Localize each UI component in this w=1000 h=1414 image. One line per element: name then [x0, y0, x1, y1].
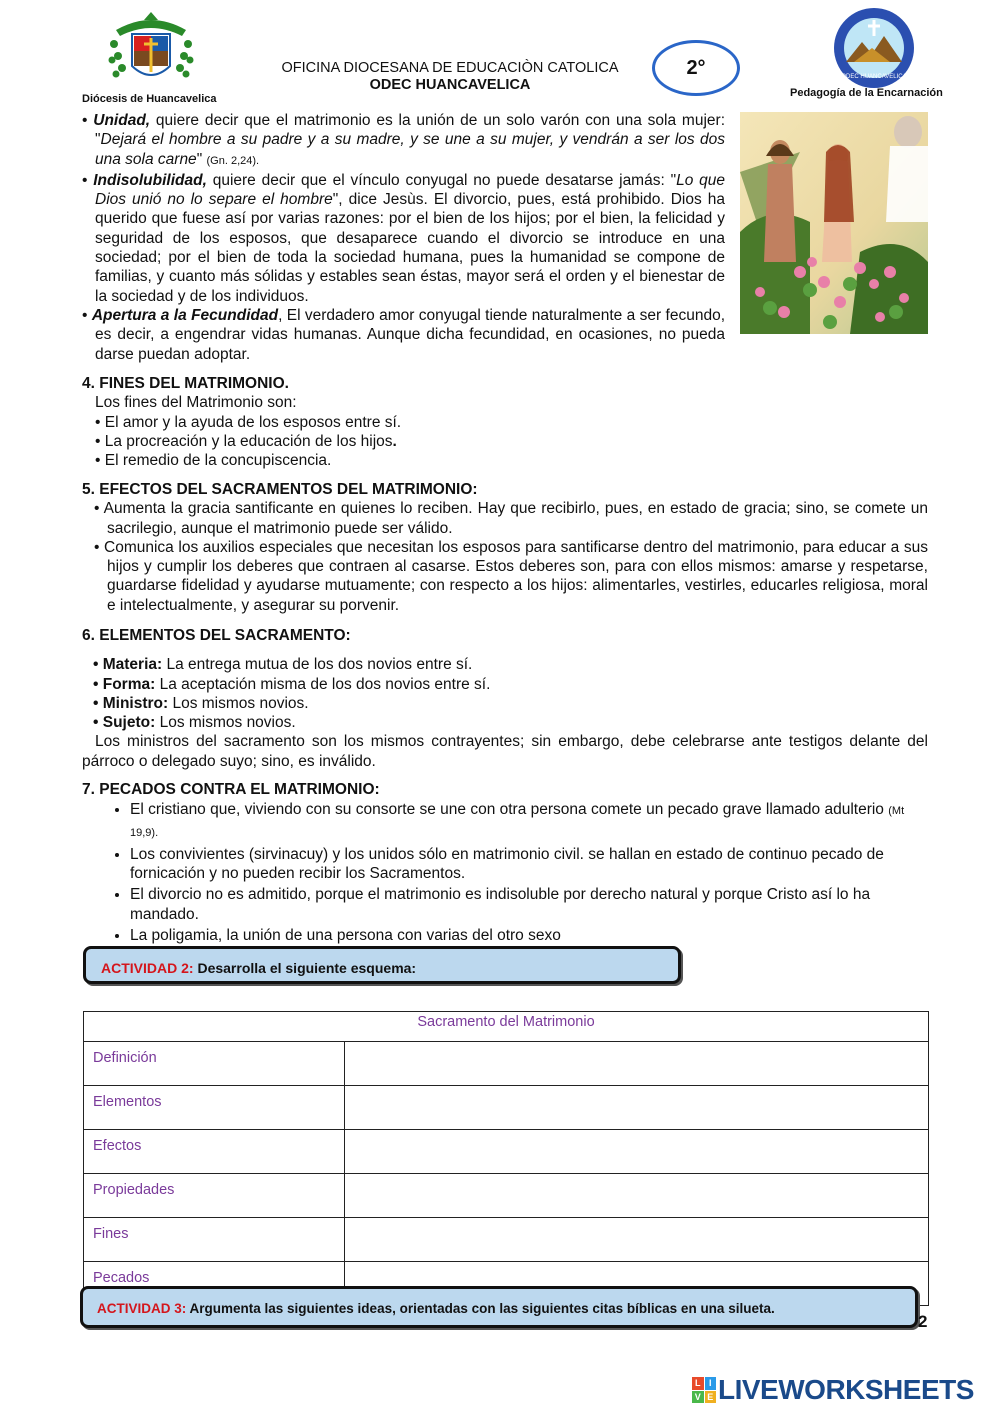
esquema-row-label: Pecados	[84, 1262, 345, 1306]
pecados-item: • La poligamia, la unión de una persona con varias del otro sexo	[130, 926, 928, 945]
actividad-3-box	[80, 1286, 918, 1328]
esquema-row-label: Fines	[84, 1218, 345, 1262]
esquema-answer-field[interactable]	[345, 1130, 929, 1174]
liveworksheets-mark-icon: L I V E	[692, 1377, 716, 1403]
esquema-answer-field[interactable]	[345, 1086, 929, 1130]
esquema-title: Sacramento del Matrimonio	[84, 1012, 929, 1042]
actividad-2-label: ACTIVIDAD 2:	[101, 960, 194, 976]
liveworksheets-brand: LIVEWORKSHEETS	[718, 1374, 974, 1405]
esquema-answer-field[interactable]	[345, 1042, 929, 1086]
page-number: 2	[918, 1312, 928, 1331]
elementos-item: • Materia: La entrega mutua de los dos novios entre sí.	[93, 656, 473, 674]
efectos-item: • Comunica los auxilios especiales que necesitan los esposos para santificarse dentro del matrimonio, para educar a sus hijos y cumplir los deberes que contraen al casarse. Estos deberes son, para con ellos mismos: amarse y respetarse, guardarse fidelidad y ayudarse mutuamente; con respecto a los hijos: alimentarles, vestirles, educarles religiosa, moral e intelectualmente, y asegurar su porvenir.	[94, 538, 928, 614]
office-line: OFICINA DIOCESANA DE EDUCACIÒN CATOLICA	[281, 60, 619, 76]
pecados-item: • El cristiano que, viviendo con su consorte se une con otra persona comete un pecado grave llamado adulterio (Mt 19,9).	[130, 800, 928, 843]
pecados-item: • El divorcio no es admitido, porque el matrimonio es indisoluble por derecho natural y porque Cristo así lo ha mandado.	[130, 885, 928, 924]
actividad-2-box	[83, 946, 681, 984]
fines-heading: 4. FINES DEL MATRIMONIO.	[82, 375, 289, 392]
efectos-item: • Aumenta la gracia santificante en quienes lo reciben. Hay que recibirlo, pues, en estado de gracia; sino, se comete un sacrilegio, aunque el matrimonio puede ser válido.	[94, 500, 928, 537]
office-name: ODEC HUANCAVELICA	[369, 77, 531, 93]
property-apertura: • Apertura a la Fecundidad, El verdadero amor conyugal tiende naturalmente a ser fecundo, es decir, a engendrar vidas humanas. Aunque dicha fecundidad, en ocasiones, no pueda darse puedan adoptar.	[82, 306, 726, 363]
fines-item: • El remedio de la concupiscencia.	[95, 452, 332, 470]
pedagogy-caption: Pedagogía de la Encarnación	[790, 87, 943, 99]
pecados-heading: 7. PECADOS CONTRA EL MATRIMONIO:	[82, 781, 380, 798]
fines-item: • El amor y la ayuda de los esposos entre sí.	[95, 413, 402, 431]
grade-badge-text: 2°	[686, 56, 706, 79]
pecados-item: • Los convivientes (sirvinacuy) y los unidos sólo en matrimonio civil. se hallan en estado de continuo pecado de fornicación y no pueden recibir los Sacramentos.	[130, 845, 928, 884]
diocese-caption: Diócesis de Huancavelica	[82, 93, 217, 105]
liveworksheets-logo	[692, 1374, 992, 1408]
elementos-item: • Ministro: Los mismos novios.	[93, 694, 309, 712]
actividad-2-text: Desarrolla el siguiente esquema:	[193, 960, 417, 976]
fines-intro: Los fines del Matrimonio son:	[95, 394, 297, 412]
esquema-table	[83, 1011, 929, 1306]
esquema-row-label: Propiedades	[84, 1174, 345, 1218]
property-indisolubilidad: • Indisolubilidad, quiere decir que el vínculo conyugal no puede desatarse jamás: "Lo que Dios unió no lo separe el hombre", dice Jesùs. El divorcio, pues, está prohibido. Dios ha querido que fuese así por varias razones: por el bien de los hijos; por el bien, la felicidad y seguridad de los esposos, que desaparece cuando el divorcio se introduce en una sociedad; por el bien de toda la sociedad humana, pues la humanidad se compone de familias, y cuanto más sólidas y estables sean éstas, mayor será el orden y el bienestar de la sociedad y de los individuos.	[82, 171, 725, 305]
fines-item: • La procreación y la educación de los hijos.	[95, 432, 397, 450]
elementos-note: Los ministros del sacramento son los mismos contrayentes; sin embargo, debe celebrarse ante testigos delante del párroco o delegado suyo; sino, es inválido.	[82, 733, 928, 770]
esquema-answer-field[interactable]	[345, 1174, 929, 1218]
adam-eve-illustration	[740, 112, 928, 334]
esquema-row-label: Definición	[84, 1042, 345, 1086]
elementos-item: • Sujeto: Los mismos novios.	[93, 714, 296, 732]
property-unidad: • Unidad, quiere decir que el matrimonio es la unión de un solo varón con una sola mujer: "Dejará el hombre a su padre y a su madre, y se une a su mujer, y vendrán a ser los dos una sola carne" (Gn. 2,24).	[82, 112, 726, 168]
diocese-logo	[106, 10, 196, 92]
grade-badge	[652, 40, 740, 96]
esquema-row-label: Elementos	[84, 1086, 345, 1130]
efectos-heading: 5. EFECTOS DEL SACRAMENTOS DEL MATRIMONIO:	[82, 481, 478, 498]
actividad-3-label: ACTIVIDAD 3:	[97, 1301, 187, 1316]
esquema-answer-field[interactable]	[345, 1218, 929, 1262]
elementos-item: • Forma: La aceptación misma de los dos novios entre sí.	[93, 675, 491, 693]
odec-logo-text: ODEC HUANCAVELICA	[841, 74, 907, 80]
actividad-3-text: Argumenta las siguientes ideas, orientadas con las siguientes citas bíblicas en una silueta.	[186, 1301, 775, 1316]
elementos-heading: 6. ELEMENTOS DEL SACRAMENTO:	[82, 627, 351, 644]
odec-logo	[832, 6, 916, 90]
esquema-row-label: Efectos	[84, 1130, 345, 1174]
